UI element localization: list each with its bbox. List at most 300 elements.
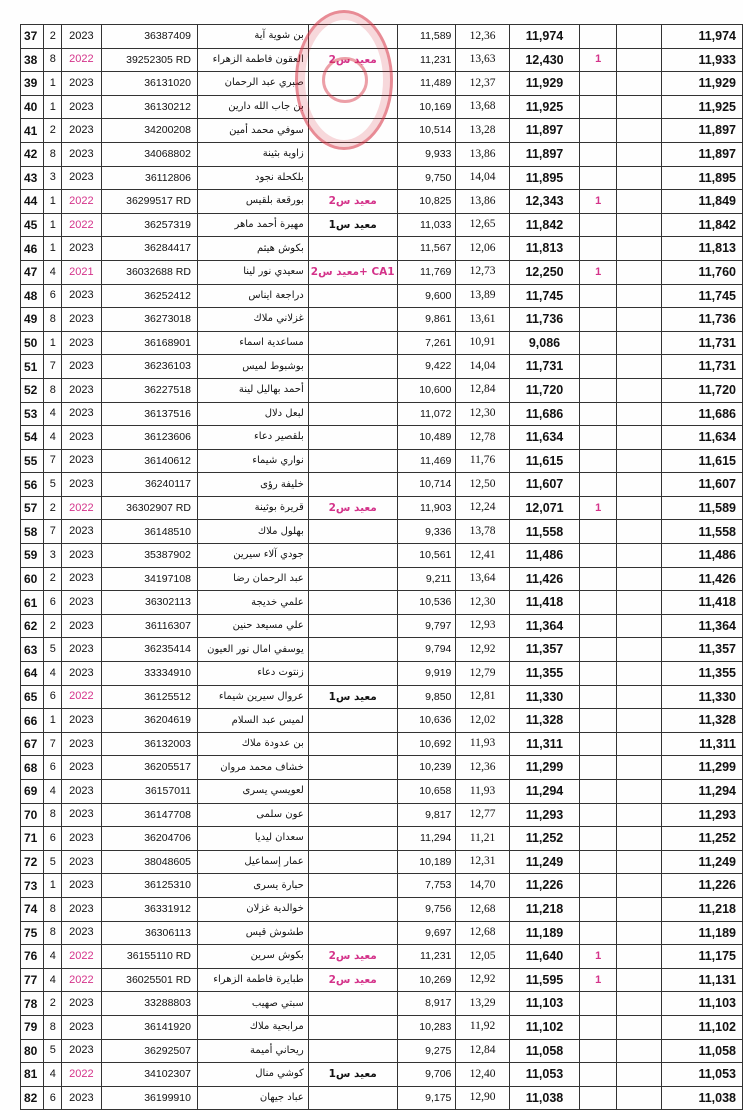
grade-a: 9,797 — [397, 614, 456, 638]
results-sheet — [20, 24, 743, 1110]
repeat-note — [308, 331, 397, 355]
student-name: ريحاني أميمة — [197, 1039, 308, 1063]
year: 2022 — [62, 213, 101, 237]
grade-a: 7,261 — [397, 331, 456, 355]
empty-cell — [617, 732, 662, 756]
student-name: مساعدية اسماء — [197, 331, 308, 355]
student-id: 36132003 — [101, 732, 197, 756]
grade-b: 12,93 — [456, 614, 509, 638]
grade-b: 12,84 — [456, 378, 509, 402]
student-id: 36131020 — [101, 72, 197, 96]
table-row — [21, 945, 743, 969]
group-number: 2 — [44, 119, 62, 143]
empty-cell — [617, 520, 662, 544]
student-id: 36257319 — [101, 213, 197, 237]
student-name: خشاف محمد مروان — [197, 756, 308, 780]
empty-cell — [617, 897, 662, 921]
average: 11,293 — [509, 803, 580, 827]
year: 2023 — [62, 591, 101, 615]
bonus-flag — [580, 1086, 617, 1110]
group-number: 7 — [44, 520, 62, 544]
empty-cell — [617, 119, 662, 143]
table-row — [21, 355, 743, 379]
repeat-note: معيد س2 — [308, 48, 397, 72]
year: 2023 — [62, 1015, 101, 1039]
grade-b: 13,86 — [456, 190, 509, 214]
average: 11,558 — [509, 520, 580, 544]
table-row — [21, 850, 743, 874]
grade-b: 12,40 — [456, 1063, 509, 1087]
year: 2021 — [62, 260, 101, 284]
student-id: 36240117 — [101, 473, 197, 497]
table-row — [21, 166, 743, 190]
student-id: 36025501 RD — [101, 968, 197, 992]
table-row — [21, 496, 743, 520]
grade-b: 11,21 — [456, 827, 509, 851]
grade-b: 12,06 — [456, 237, 509, 261]
year: 2022 — [62, 496, 101, 520]
empty-cell — [617, 72, 662, 96]
repeat-note — [308, 284, 397, 308]
row-number: 41 — [21, 119, 44, 143]
group-number: 4 — [44, 968, 62, 992]
average: 11,745 — [509, 284, 580, 308]
final-score: 11,686 — [661, 402, 742, 426]
grade-b: 12,36 — [456, 25, 509, 49]
repeat-note — [308, 897, 397, 921]
year: 2023 — [62, 732, 101, 756]
student-id: 34068802 — [101, 142, 197, 166]
student-name: بورقعة بلقيس — [197, 190, 308, 214]
final-score: 11,813 — [661, 237, 742, 261]
student-id: 36130212 — [101, 95, 197, 119]
row-number: 44 — [21, 190, 44, 214]
final-score: 11,736 — [661, 308, 742, 332]
final-score: 11,299 — [661, 756, 742, 780]
student-id: 36168901 — [101, 331, 197, 355]
repeat-note — [308, 1086, 397, 1110]
student-id: 36032688 RD — [101, 260, 197, 284]
repeat-note — [308, 544, 397, 568]
student-name: أحمد بهاليل لينة — [197, 378, 308, 402]
table-row — [21, 874, 743, 898]
student-id: 39252305 RD — [101, 48, 197, 72]
student-name: جودي آلاء سيرين — [197, 544, 308, 568]
row-number: 54 — [21, 426, 44, 450]
average: 12,071 — [509, 496, 580, 520]
bonus-flag — [580, 95, 617, 119]
student-id: 35387902 — [101, 544, 197, 568]
bonus-flag — [580, 1015, 617, 1039]
average: 12,430 — [509, 48, 580, 72]
bonus-flag — [580, 355, 617, 379]
bonus-flag — [580, 520, 617, 544]
student-id: 36331912 — [101, 897, 197, 921]
student-name: صبري عبد الرحمان — [197, 72, 308, 96]
grade-a: 10,189 — [397, 850, 456, 874]
final-score: 11,038 — [661, 1086, 742, 1110]
student-name: زاوية بثينة — [197, 142, 308, 166]
grade-b: 13,64 — [456, 567, 509, 591]
average: 11,686 — [509, 402, 580, 426]
group-number: 5 — [44, 473, 62, 497]
row-number: 59 — [21, 544, 44, 568]
table-row — [21, 756, 743, 780]
student-id: 36299517 RD — [101, 190, 197, 214]
average: 11,252 — [509, 827, 580, 851]
row-number: 80 — [21, 1039, 44, 1063]
grade-a: 11,769 — [397, 260, 456, 284]
grade-b: 12,36 — [456, 756, 509, 780]
group-number: 7 — [44, 732, 62, 756]
bonus-flag — [580, 614, 617, 638]
row-number: 38 — [21, 48, 44, 72]
group-number: 4 — [44, 402, 62, 426]
bonus-flag — [580, 897, 617, 921]
grade-b: 13,61 — [456, 308, 509, 332]
grade-a: 11,567 — [397, 237, 456, 261]
student-id: 36112806 — [101, 166, 197, 190]
group-number: 2 — [44, 496, 62, 520]
table-row — [21, 614, 743, 638]
final-score: 11,249 — [661, 850, 742, 874]
repeat-note: معيد س1 — [308, 1063, 397, 1087]
table-row — [21, 308, 743, 332]
grade-a: 7,753 — [397, 874, 456, 898]
table-row — [21, 142, 743, 166]
table-row — [21, 709, 743, 733]
group-number: 5 — [44, 850, 62, 874]
empty-cell — [617, 449, 662, 473]
grade-a: 11,489 — [397, 72, 456, 96]
repeat-note: معيد س2 — [308, 496, 397, 520]
bonus-flag — [580, 1063, 617, 1087]
grade-a: 9,756 — [397, 897, 456, 921]
bonus-flag — [580, 142, 617, 166]
student-name: لميس عبد السلام — [197, 709, 308, 733]
average: 11,897 — [509, 142, 580, 166]
bonus-flag — [580, 402, 617, 426]
table-row — [21, 260, 743, 284]
repeat-note — [308, 921, 397, 945]
empty-cell — [617, 1063, 662, 1087]
table-row — [21, 732, 743, 756]
grade-a: 11,589 — [397, 25, 456, 49]
year: 2023 — [62, 638, 101, 662]
year: 2023 — [62, 803, 101, 827]
empty-cell — [617, 968, 662, 992]
grade-a: 10,514 — [397, 119, 456, 143]
empty-cell — [617, 496, 662, 520]
table-row — [21, 402, 743, 426]
final-score: 11,058 — [661, 1039, 742, 1063]
year: 2023 — [62, 72, 101, 96]
grade-a: 9,175 — [397, 1086, 456, 1110]
student-name: حبارة يسرى — [197, 874, 308, 898]
grade-a: 10,714 — [397, 473, 456, 497]
row-number: 72 — [21, 850, 44, 874]
empty-cell — [617, 638, 662, 662]
grade-b: 13,86 — [456, 142, 509, 166]
grade-a: 11,072 — [397, 402, 456, 426]
student-id: 36155110 RD — [101, 945, 197, 969]
final-score: 11,929 — [661, 72, 742, 96]
average: 11,813 — [509, 237, 580, 261]
year: 2023 — [62, 119, 101, 143]
final-score: 11,607 — [661, 473, 742, 497]
repeat-note — [308, 95, 397, 119]
bonus-flag — [580, 213, 617, 237]
table-row — [21, 213, 743, 237]
group-number: 1 — [44, 72, 62, 96]
empty-cell — [617, 95, 662, 119]
grade-a: 11,294 — [397, 827, 456, 851]
group-number: 3 — [44, 544, 62, 568]
grade-b: 12,37 — [456, 72, 509, 96]
grade-b: 13,78 — [456, 520, 509, 544]
grade-a: 10,239 — [397, 756, 456, 780]
student-id: 36306113 — [101, 921, 197, 945]
table-row — [21, 1063, 743, 1087]
final-score: 11,895 — [661, 166, 742, 190]
grade-b: 12,05 — [456, 945, 509, 969]
repeat-note — [308, 142, 397, 166]
grade-a: 8,917 — [397, 992, 456, 1016]
average: 11,249 — [509, 850, 580, 874]
grade-a: 10,269 — [397, 968, 456, 992]
row-number: 73 — [21, 874, 44, 898]
average: 11,929 — [509, 72, 580, 96]
average: 11,102 — [509, 1015, 580, 1039]
grade-b: 13,89 — [456, 284, 509, 308]
final-score: 11,103 — [661, 992, 742, 1016]
bonus-flag — [580, 638, 617, 662]
empty-cell — [617, 709, 662, 733]
average: 11,189 — [509, 921, 580, 945]
repeat-note — [308, 426, 397, 450]
group-number: 1 — [44, 709, 62, 733]
row-number: 56 — [21, 473, 44, 497]
year: 2023 — [62, 567, 101, 591]
final-score: 11,731 — [661, 355, 742, 379]
student-name: بكوش سرين — [197, 945, 308, 969]
group-number: 4 — [44, 426, 62, 450]
grade-b: 11,93 — [456, 780, 509, 804]
final-score: 11,355 — [661, 662, 742, 686]
row-number: 62 — [21, 614, 44, 638]
grade-b: 14,04 — [456, 355, 509, 379]
student-name: طبايرة فاطمة الزهراء — [197, 968, 308, 992]
repeat-note — [308, 803, 397, 827]
grade-b: 12,81 — [456, 685, 509, 709]
group-number: 1 — [44, 237, 62, 261]
empty-cell — [617, 142, 662, 166]
empty-cell — [617, 48, 662, 72]
final-score: 11,720 — [661, 378, 742, 402]
final-score: 11,357 — [661, 638, 742, 662]
row-number: 79 — [21, 1015, 44, 1039]
grade-b: 11,76 — [456, 449, 509, 473]
average: 11,634 — [509, 426, 580, 450]
repeat-note — [308, 520, 397, 544]
bonus-flag — [580, 567, 617, 591]
group-number: 8 — [44, 308, 62, 332]
group-number: 4 — [44, 260, 62, 284]
empty-cell — [617, 685, 662, 709]
grade-b: 12,31 — [456, 850, 509, 874]
year: 2023 — [62, 237, 101, 261]
table-row — [21, 827, 743, 851]
group-number: 2 — [44, 614, 62, 638]
empty-cell — [617, 426, 662, 450]
repeat-note — [308, 355, 397, 379]
grade-b: 10,91 — [456, 331, 509, 355]
empty-cell — [617, 260, 662, 284]
repeat-note — [308, 992, 397, 1016]
bonus-flag — [580, 827, 617, 851]
final-score: 11,745 — [661, 284, 742, 308]
grade-b: 12,92 — [456, 638, 509, 662]
average: 11,355 — [509, 662, 580, 686]
student-id: 36227518 — [101, 378, 197, 402]
final-score: 11,175 — [661, 945, 742, 969]
empty-cell — [617, 780, 662, 804]
year: 2022 — [62, 685, 101, 709]
group-number: 1 — [44, 874, 62, 898]
final-score: 11,615 — [661, 449, 742, 473]
year: 2022 — [62, 945, 101, 969]
bonus-flag — [580, 473, 617, 497]
student-name: سوفي محمد أمين — [197, 119, 308, 143]
average: 11,357 — [509, 638, 580, 662]
average: 11,418 — [509, 591, 580, 615]
average: 11,720 — [509, 378, 580, 402]
bonus-flag: 1 — [580, 496, 617, 520]
grade-b: 11,93 — [456, 732, 509, 756]
grade-a: 9,850 — [397, 685, 456, 709]
grade-a: 10,561 — [397, 544, 456, 568]
row-number: 51 — [21, 355, 44, 379]
average: 11,330 — [509, 685, 580, 709]
repeat-note — [308, 874, 397, 898]
grade-b: 12,92 — [456, 968, 509, 992]
student-id: 36199910 — [101, 1086, 197, 1110]
year: 2023 — [62, 874, 101, 898]
repeat-note: معيد س2 — [308, 968, 397, 992]
table-row — [21, 591, 743, 615]
grade-a: 11,231 — [397, 945, 456, 969]
grade-b: 11,92 — [456, 1015, 509, 1039]
bonus-flag: 1 — [580, 48, 617, 72]
grade-b: 12,24 — [456, 496, 509, 520]
student-name: عون سلمى — [197, 803, 308, 827]
final-score: 11,364 — [661, 614, 742, 638]
student-name: سبتي صهيب — [197, 992, 308, 1016]
grade-b: 14,70 — [456, 874, 509, 898]
repeat-note — [308, 237, 397, 261]
average: 11,595 — [509, 968, 580, 992]
group-number: 6 — [44, 685, 62, 709]
row-number: 53 — [21, 402, 44, 426]
empty-cell — [617, 1086, 662, 1110]
year: 2023 — [62, 1086, 101, 1110]
group-number: 3 — [44, 166, 62, 190]
year: 2023 — [62, 284, 101, 308]
average: 11,731 — [509, 355, 580, 379]
empty-cell — [617, 567, 662, 591]
repeat-note — [308, 119, 397, 143]
table-row — [21, 638, 743, 662]
empty-cell — [617, 945, 662, 969]
student-name: سعيدي نور لينا — [197, 260, 308, 284]
row-number: 39 — [21, 72, 44, 96]
empty-cell — [617, 614, 662, 638]
year: 2023 — [62, 1039, 101, 1063]
year: 2023 — [62, 992, 101, 1016]
repeat-note — [308, 732, 397, 756]
repeat-note — [308, 402, 397, 426]
student-name: علمي خديجة — [197, 591, 308, 615]
grade-b: 13,63 — [456, 48, 509, 72]
bonus-flag: 1 — [580, 190, 617, 214]
bonus-flag — [580, 709, 617, 733]
student-name: بكوش هيثم — [197, 237, 308, 261]
student-id: 33334910 — [101, 662, 197, 686]
row-number: 46 — [21, 237, 44, 261]
average: 11,974 — [509, 25, 580, 49]
group-number: 4 — [44, 662, 62, 686]
bonus-flag — [580, 331, 617, 355]
final-score: 11,558 — [661, 520, 742, 544]
average: 11,364 — [509, 614, 580, 638]
repeat-note — [308, 709, 397, 733]
row-number: 65 — [21, 685, 44, 709]
student-id: 38048605 — [101, 850, 197, 874]
grade-b: 12,30 — [456, 591, 509, 615]
grade-a: 10,169 — [397, 95, 456, 119]
empty-cell — [617, 284, 662, 308]
row-number: 66 — [21, 709, 44, 733]
group-number: 6 — [44, 591, 62, 615]
year: 2023 — [62, 709, 101, 733]
average: 11,053 — [509, 1063, 580, 1087]
empty-cell — [617, 591, 662, 615]
final-score: 11,634 — [661, 426, 742, 450]
student-name: بلقصير دعاء — [197, 426, 308, 450]
student-id: 34102307 — [101, 1063, 197, 1087]
empty-cell — [617, 213, 662, 237]
final-score: 11,426 — [661, 567, 742, 591]
student-id: 36125310 — [101, 874, 197, 898]
bonus-flag — [580, 850, 617, 874]
repeat-note — [308, 1039, 397, 1063]
year: 2022 — [62, 190, 101, 214]
bonus-flag — [580, 166, 617, 190]
repeat-note — [308, 166, 397, 190]
grade-a: 10,489 — [397, 426, 456, 450]
grade-b: 12,78 — [456, 426, 509, 450]
student-id: 34200208 — [101, 119, 197, 143]
student-name: يوسفي امال نور العيون — [197, 638, 308, 662]
average: 11,607 — [509, 473, 580, 497]
final-score: 11,294 — [661, 780, 742, 804]
grade-b: 12,77 — [456, 803, 509, 827]
grade-a: 10,636 — [397, 709, 456, 733]
group-number: 2 — [44, 25, 62, 49]
empty-cell — [617, 331, 662, 355]
empty-cell — [617, 850, 662, 874]
group-number: 5 — [44, 638, 62, 662]
